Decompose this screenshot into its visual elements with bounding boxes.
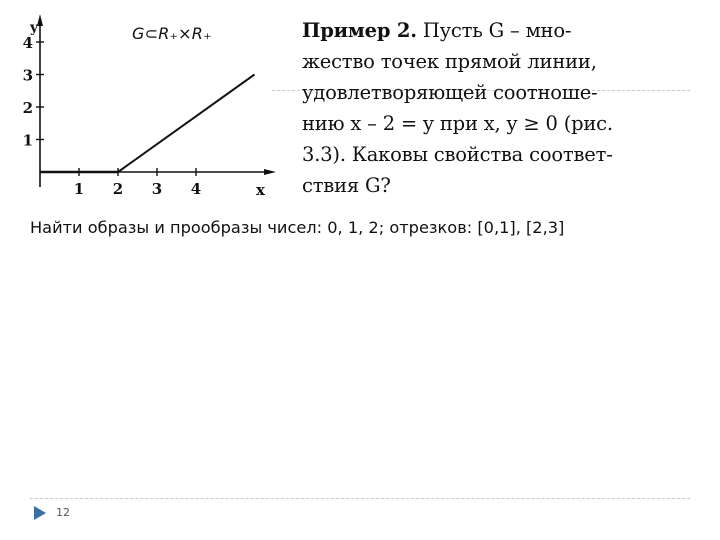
set-label: G⊂R₊×R₊ <box>132 24 212 43</box>
x-tick-label: 2 <box>112 180 124 198</box>
y-axis <box>37 14 43 187</box>
y-tick-label: 4 <box>22 34 33 52</box>
y-tick-label: 1 <box>22 131 33 150</box>
y-tick-label: 3 <box>22 66 33 85</box>
example-line-6: ствия G? <box>302 174 391 197</box>
x-tick-label: 3 <box>151 180 163 198</box>
x-tick-label: 1 <box>73 180 85 198</box>
example-line-1-text: Пусть G – мно- <box>416 19 572 42</box>
footer-divider <box>30 498 690 500</box>
example-line-3: удовлетворяющей соотноше- <box>302 81 598 104</box>
y-tick-label: 2 <box>22 99 33 117</box>
example-line-2: жество точек прямой линии, <box>302 50 597 73</box>
example-line-4: нию x – 2 = y при x, y ≥ 0 (рис. <box>302 112 613 135</box>
example-text <box>302 15 662 201</box>
x-tick-label: 4 <box>190 180 202 198</box>
play-arrow-icon <box>33 505 47 521</box>
example-heading: Пример 2. <box>302 19 417 42</box>
relation-line <box>118 75 255 173</box>
page-number: 12 <box>56 506 70 519</box>
x-axis-label: x <box>256 181 265 199</box>
example-line-5: 3.3). Каковы свойства соответ- <box>302 143 613 166</box>
task-text: Найти образы и прообразы чисел: 0, 1, 2; отрезков: [0,1], [2,3] <box>30 218 565 237</box>
y-axis-label: y <box>30 20 39 36</box>
example-line-1 <box>302 15 662 46</box>
